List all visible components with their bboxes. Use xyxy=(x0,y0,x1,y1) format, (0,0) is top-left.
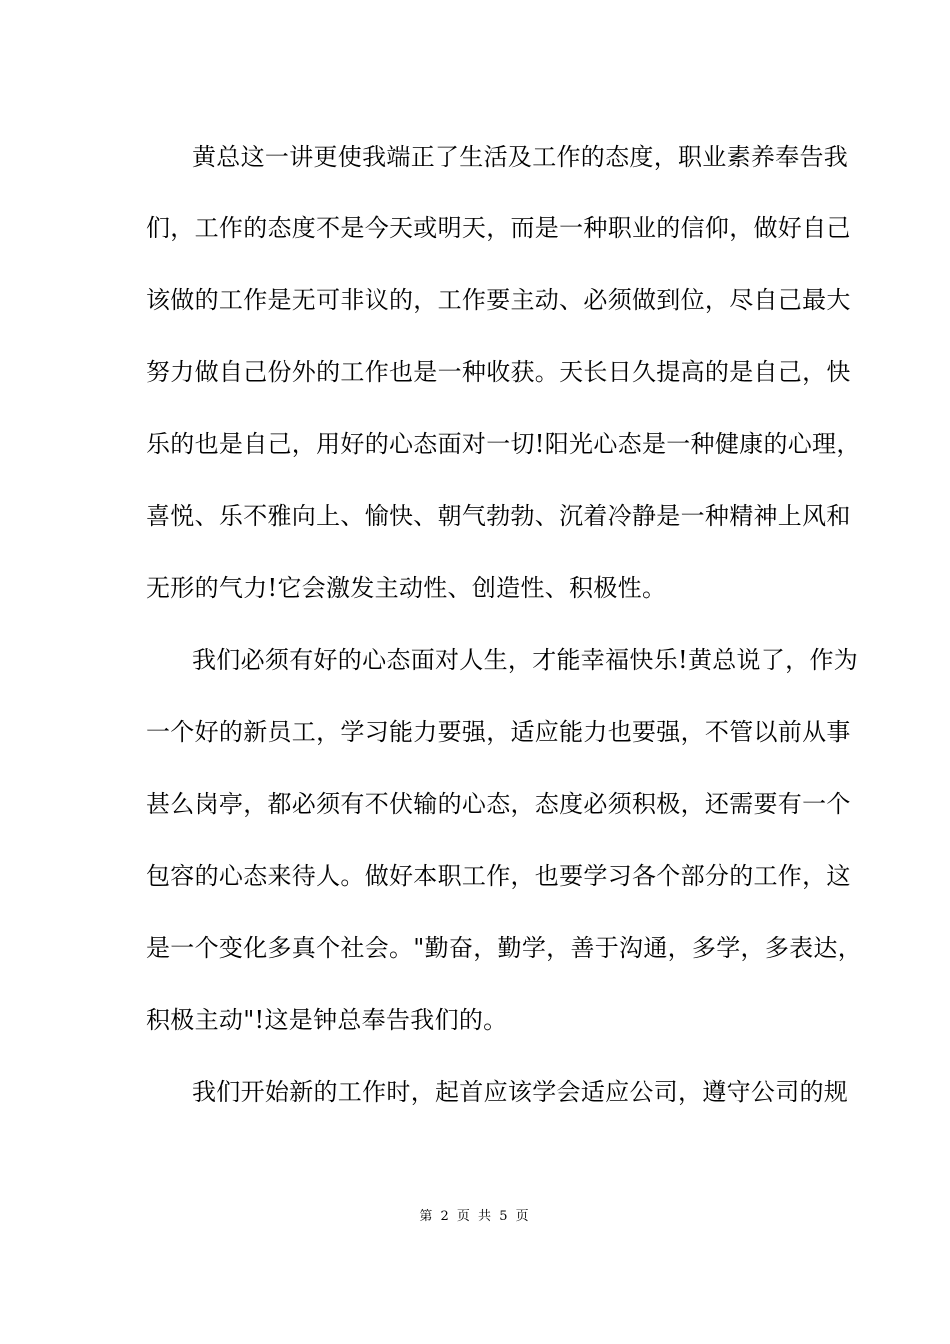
paragraph-1-line-2: 们，工作的态度不是今天或明天，而是一种职业的信仰，做好自己 xyxy=(146,214,851,242)
paragraph-1-line-3: 该做的工作是无可非议的，工作要主动、必须做到位，尽自己最大 xyxy=(146,286,851,314)
paragraph-1-line-6: 喜悦、乐不雅向上、愉快、朝气勃勃、沉着冷静是一种精神上风和 xyxy=(146,502,851,530)
page-number-footer: 第 2 页 共 5 页 xyxy=(419,1209,531,1224)
paragraph-2-line-1: 我们必须有好的心态面对人生，才能幸福快乐!黄总说了，作为 xyxy=(192,646,859,674)
paragraph-1-line-7: 无形的气力!它会激发主动性、创造性、积极性。 xyxy=(146,574,667,602)
paragraph-2-line-4: 包容的心态来待人。做好本职工作，也要学习各个部分的工作，这 xyxy=(146,862,851,890)
paragraph-2-line-6: 积极主动"!这是钟总奉告我们的。 xyxy=(146,1006,508,1034)
paragraph-3-line-1: 我们开始新的工作时，起首应该学会适应公司，遵守公司的规 xyxy=(192,1078,849,1106)
paragraph-1-line-1: 黄总这一讲更使我端正了生活及工作的态度，职业素养奉告我 xyxy=(192,143,849,171)
paragraph-2-line-5: 是一个变化多真个社会。"勤奋，勤学，善于沟通，多学，多表达， xyxy=(146,934,863,962)
paragraph-1-line-4: 努力做自己份外的工作也是一种收获。天长日久提高的是自己，快 xyxy=(146,358,851,386)
paragraph-2-line-2: 一个好的新员工，学习能力要强，适应能力也要强，不管以前从事 xyxy=(146,718,851,746)
paragraph-1-line-5: 乐的也是自己，用好的心态面对一切!阳光心态是一种健康的心理， xyxy=(146,430,861,458)
paragraph-2-line-3: 甚么岗亭，都必须有不伏输的心态，态度必须积极，还需要有一个 xyxy=(146,790,851,818)
